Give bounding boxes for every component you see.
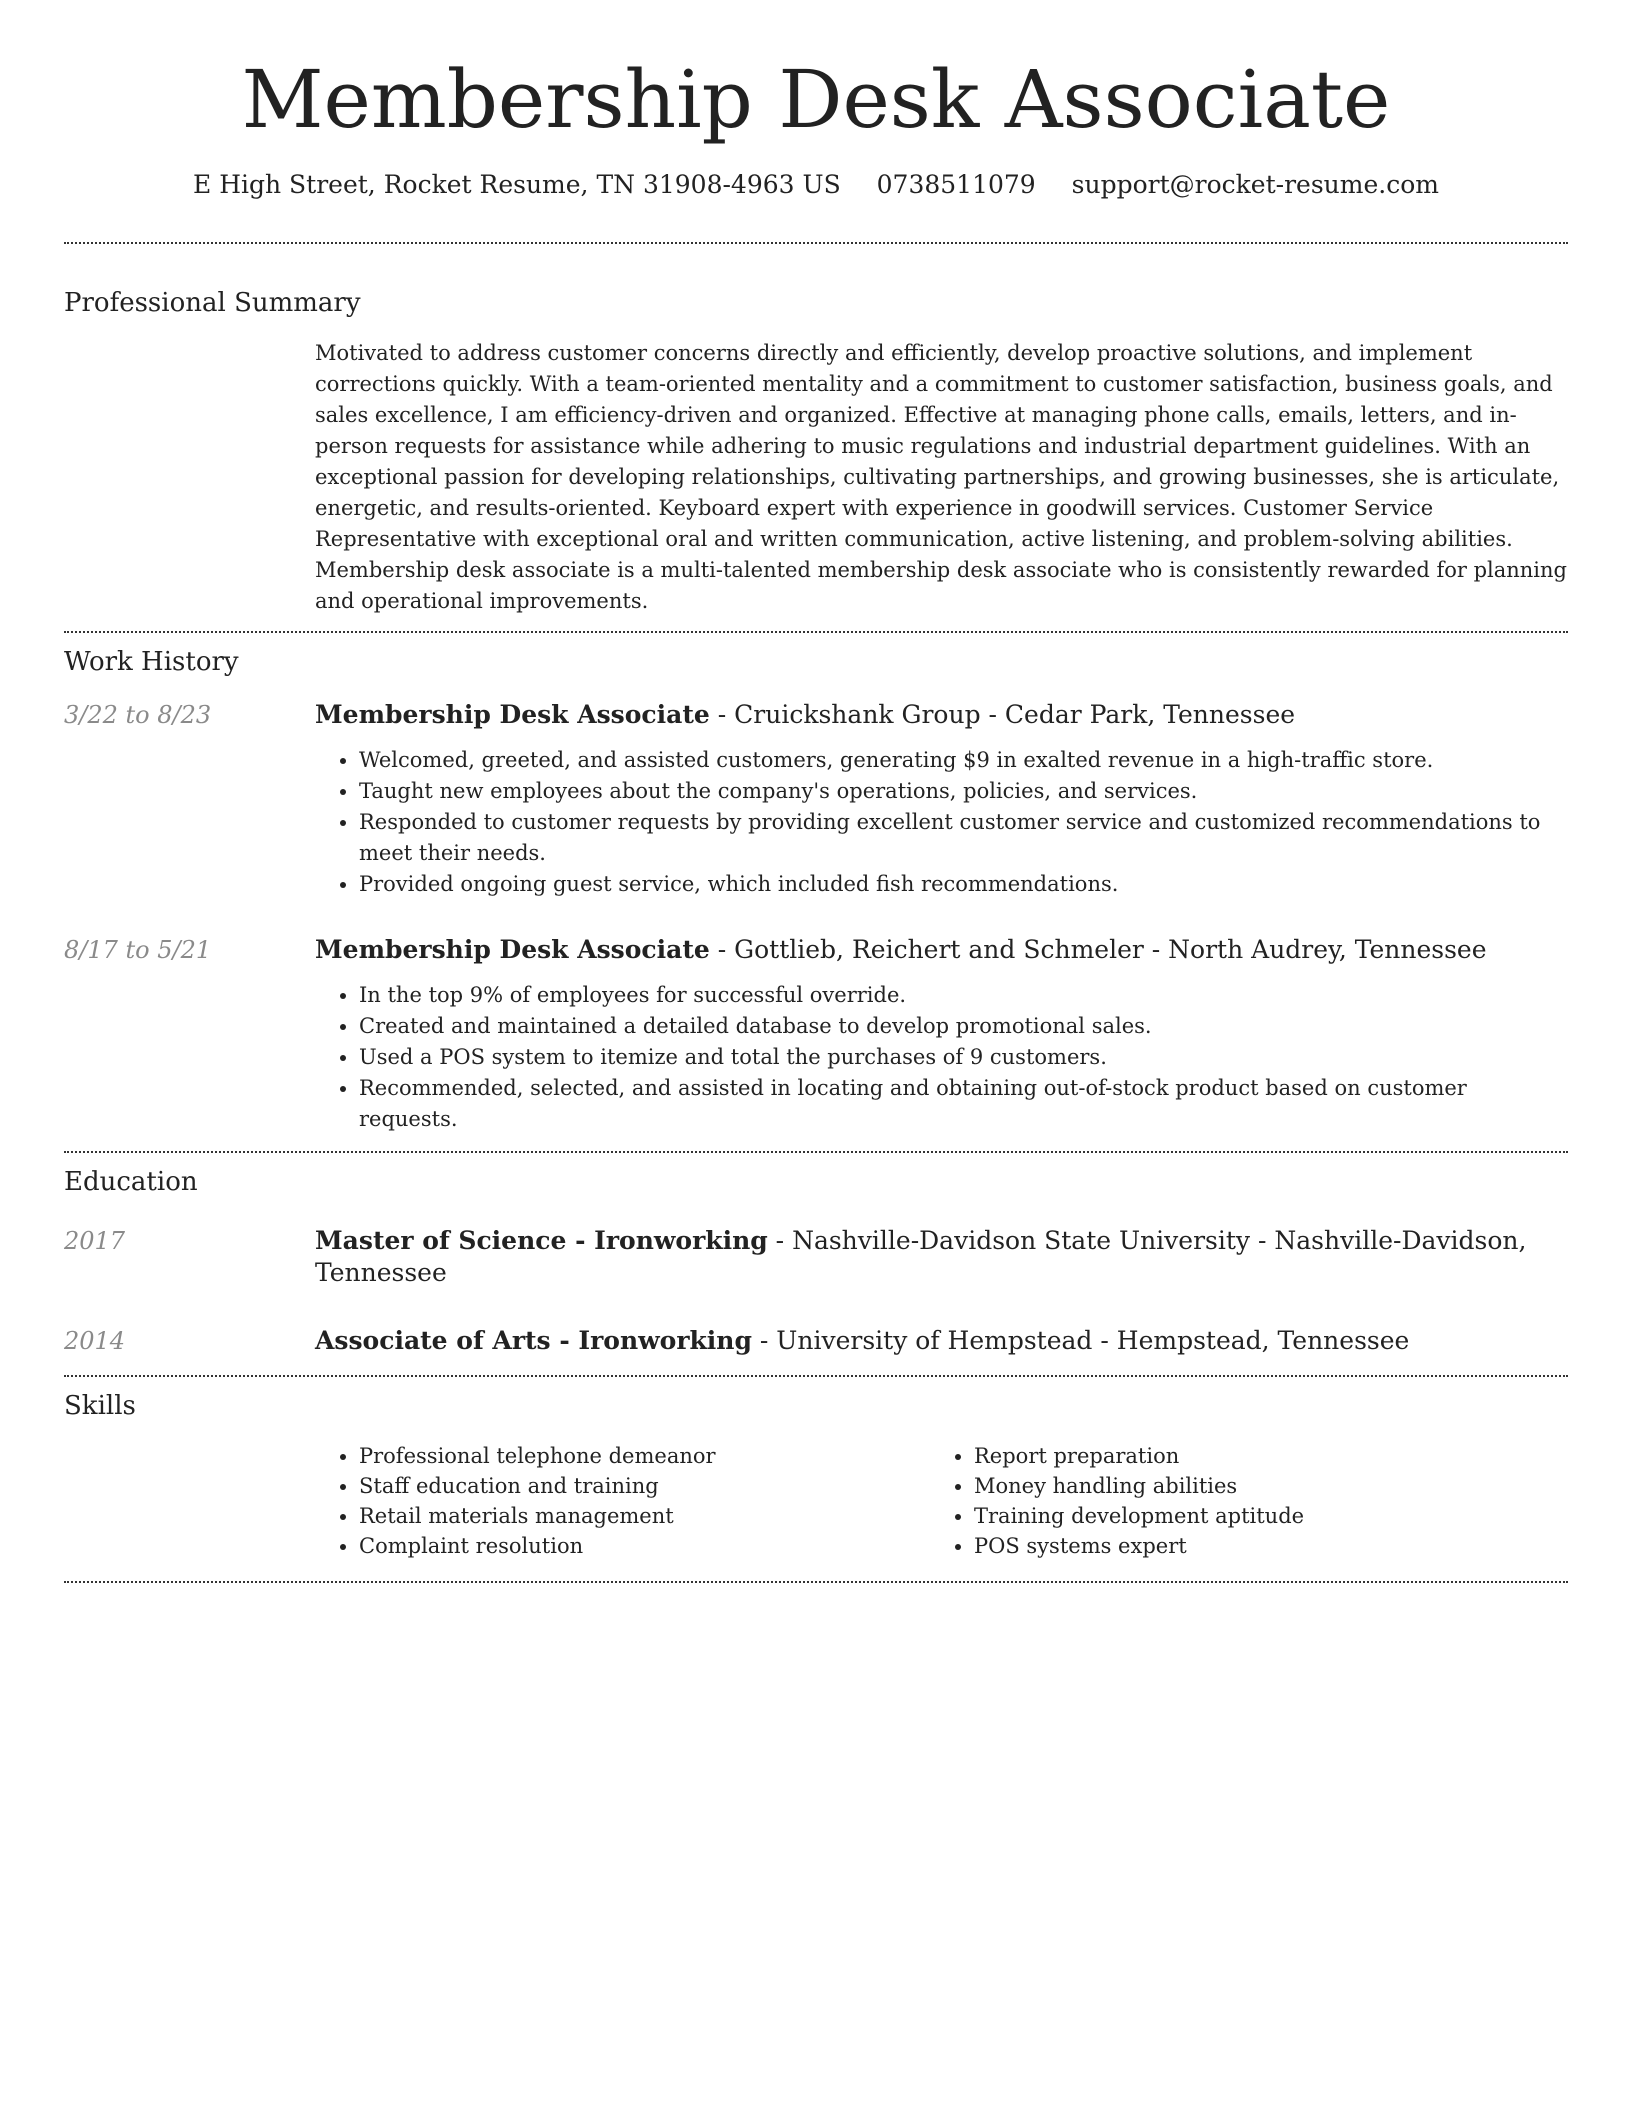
job-bullet: • Used a POS system to itemize and total the purchases of 9 customers.: [359, 1042, 1568, 1073]
job-bullet: • Responded to customer requests by providing excellent customer service and customized recommendations to meet their needs.: [359, 807, 1568, 869]
resume-header: [64, 0, 1568, 202]
job-dates: 8/17 to 5/21: [64, 936, 212, 964]
education-year: 2014: [64, 1327, 126, 1355]
summary-title: Professional Summary: [64, 288, 361, 318]
skills-list-right: [930, 1441, 1550, 1561]
job-header-row: [64, 934, 1568, 966]
education-heading: [315, 1325, 1409, 1357]
job-heading: [315, 934, 1487, 966]
job-bullet: • Created and maintained a detailed database to develop promotional sales.: [359, 1011, 1568, 1042]
education-degree: Associate of Arts - Ironworking: [315, 1326, 752, 1355]
section-divider: [64, 242, 1568, 244]
work-history-title: Work History: [64, 647, 239, 677]
job-bullets: [315, 745, 1568, 900]
job-entry: [64, 699, 1568, 900]
job-position: Membership Desk Associate: [315, 700, 710, 729]
skill-item: • Complaint resolution: [359, 1531, 930, 1561]
education-year: 2017: [64, 1227, 126, 1255]
job-header-row: [64, 699, 1568, 731]
skill-item: • Training development aptitude: [974, 1501, 1550, 1531]
education-school: - Nashville-Davidson State University - Nashville-Davidson, Tennessee: [315, 1226, 1527, 1287]
education-entry: [64, 1225, 1568, 1289]
job-company-location: - Cruickshank Group - Cedar Park, Tennessee: [709, 700, 1296, 729]
work-history-section: [64, 633, 1568, 1151]
job-bullet: • Provided ongoing guest service, which included fish recommendations.: [359, 869, 1568, 900]
education-entry: [64, 1325, 1568, 1357]
education-school: - University of Hempstead - Hempstead, Tennessee: [751, 1326, 1410, 1355]
contact-email: support@rocket-resume.com: [1071, 170, 1439, 199]
skills-title: Skills: [64, 1391, 136, 1421]
skills-list-left: [315, 1441, 930, 1561]
job-company-location: - Gottlieb, Reichert and Schmeler - North Audrey, Tennessee: [709, 935, 1487, 964]
skill-item: • POS systems expert: [974, 1531, 1550, 1561]
education-title: Education: [64, 1167, 198, 1197]
skill-item: • Report preparation: [974, 1441, 1550, 1471]
summary-text: Motivated to address customer concerns directly and efficiently, develop proactive solutions, and implement corrections quickly. With a team-oriented mentality and a commitment to customer satisfaction, business goals, and sales excellence, I am efficiency-driven and organized. Effective at managing phone calls, emails, letters, and in-person requests for assistance while adhering to music regulations and industrial department guidelines. With an exceptional passion for developing relationships, cultivating partnerships, and growing businesses, she is articulate, energetic, and results-oriented. Keyboard expert with experience in goodwill services. Customer Service Representative with exceptional oral and written communication, active listening, and problem-solving abilities. Membership desk associate is a multi-talented membership desk associate who is consistently rewarded for planning and operational improvements.: [315, 341, 1567, 613]
education-section: [64, 1153, 1568, 1375]
job-bullet: • Taught new employees about the company's operations, policies, and services.: [359, 776, 1568, 807]
candidate-name: Membership Desk Associate: [241, 53, 1391, 146]
skills-section: [64, 1377, 1568, 1581]
skill-item: • Professional telephone demeanor: [359, 1441, 930, 1471]
job-bullets: [315, 980, 1568, 1135]
skills-columns: [315, 1441, 1568, 1581]
section-divider: [64, 1581, 1568, 1583]
contact-address: E High Street, Rocket Resume, TN 31908-4963 US: [193, 170, 841, 199]
job-bullet: • Recommended, selected, and assisted in locating and obtaining out-of-stock product based on customer requests.: [359, 1073, 1568, 1135]
job-entry: [64, 934, 1568, 1135]
job-heading: [315, 699, 1295, 731]
contact-line: [64, 168, 1568, 202]
contact-phone: 0738511079: [876, 170, 1036, 199]
education-degree: Master of Science - Ironworking: [315, 1226, 768, 1255]
skill-item: • Money handling abilities: [974, 1471, 1550, 1501]
education-heading: [315, 1225, 1568, 1289]
job-bullet: • In the top 9% of employees for successful override.: [359, 980, 1568, 1011]
job-position: Membership Desk Associate: [315, 935, 710, 964]
skill-item: • Retail materials management: [359, 1501, 930, 1531]
job-dates: 3/22 to 8/23: [64, 701, 212, 729]
skill-item: • Staff education and training: [359, 1471, 930, 1501]
job-bullet: • Welcomed, greeted, and assisted customers, generating $9 in exalted revenue in a high-traffic store.: [359, 745, 1568, 776]
summary-section: [64, 286, 1568, 631]
